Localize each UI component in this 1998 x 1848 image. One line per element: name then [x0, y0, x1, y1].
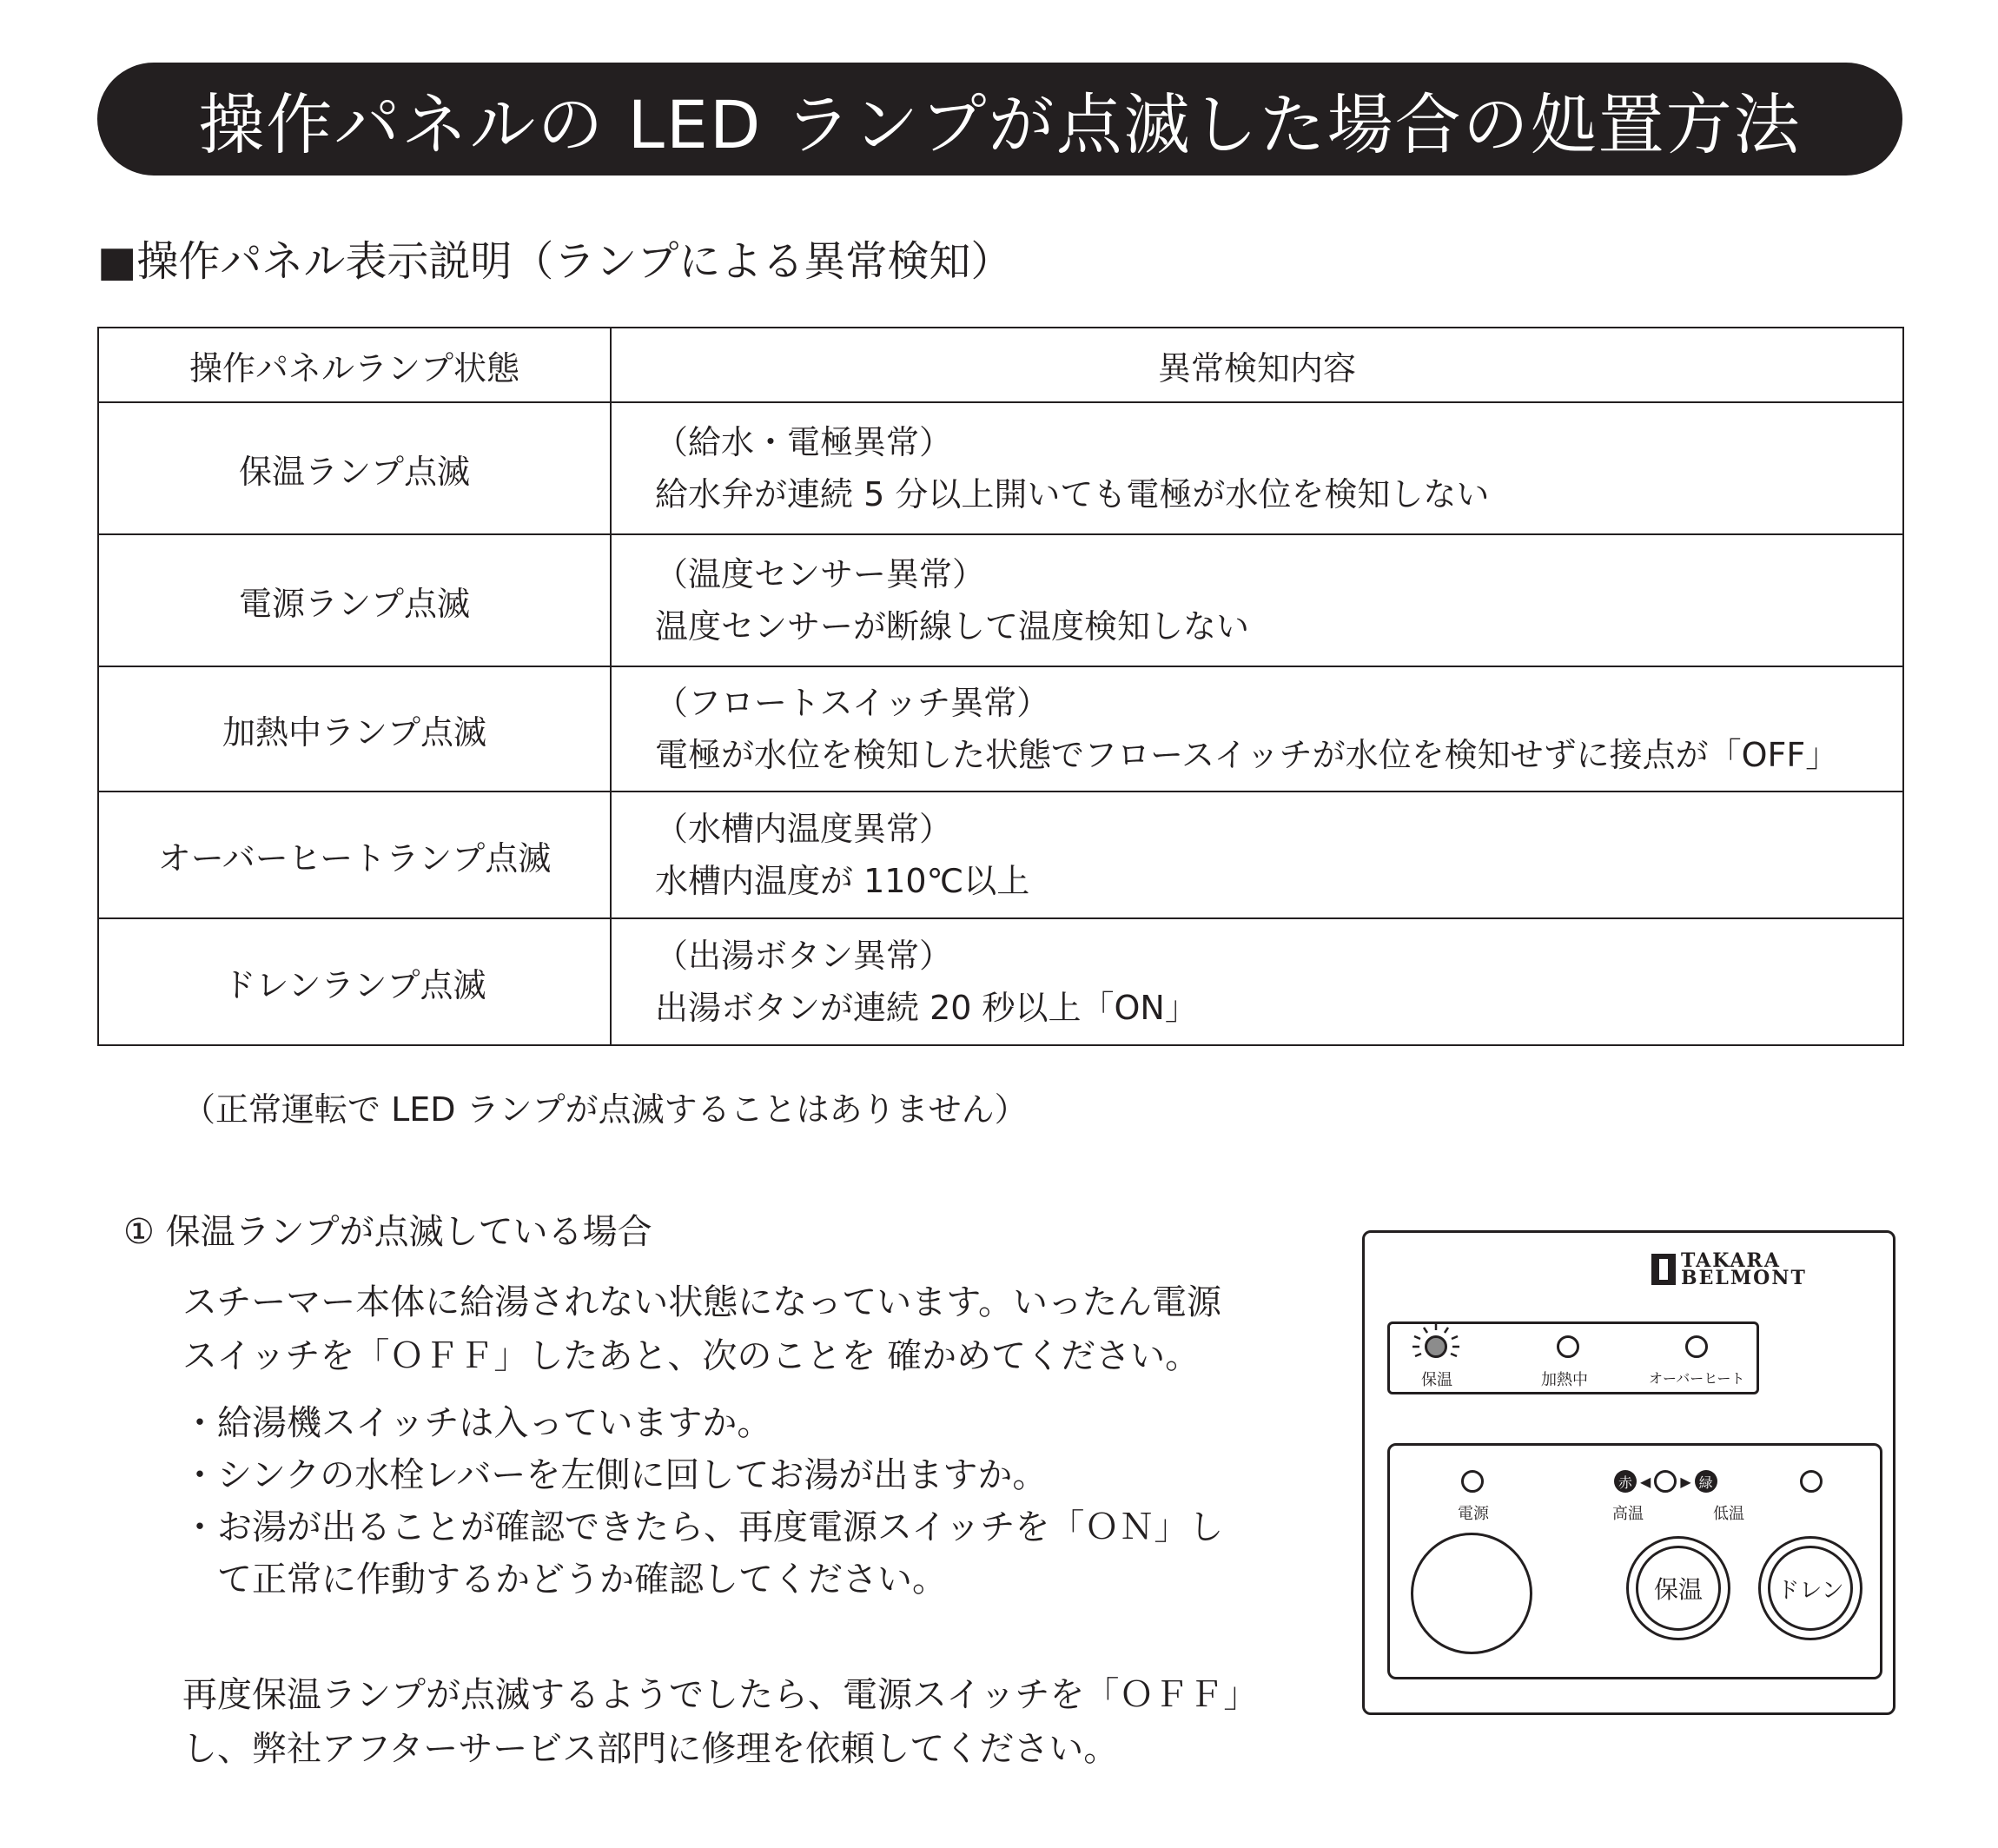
detection-detail: 温度センサーが断線して温度検知しない [655, 607, 1250, 646]
detection-category: （温度センサー異常） [655, 555, 986, 593]
detection-cell [611, 534, 1903, 666]
lamp-state-cell: 加熱中ランプ点滅 [98, 666, 611, 792]
red-badge: 赤 [1614, 1470, 1637, 1493]
lamp-state-cell: オーバーヒートランプ点滅 [98, 792, 611, 918]
keep-warm-button[interactable] [1626, 1536, 1730, 1640]
detection-cell [611, 918, 1903, 1045]
intro-line: スイッチを「ＯＦＦ」したあと、次のことを 確かめてください。 [182, 1336, 1201, 1376]
check-list [182, 1397, 1223, 1606]
overheat-lamp-label: オーバーヒート [1649, 1370, 1745, 1387]
section-heading: ■操作パネル表示説明（ランプによる異常検知） [97, 237, 1013, 286]
case1-heading: ① 保温ランプが点滅している場合 [123, 1212, 652, 1252]
normal-operation-note: （正常運転で LED ランプが点滅することはありません） [182, 1090, 1028, 1129]
heating-lamp [1557, 1335, 1579, 1358]
header-detection: 異常検知内容 [611, 328, 1903, 402]
drain-button-label: ドレン [1768, 1546, 1853, 1631]
lamp-status-table [97, 327, 1904, 1046]
check-item: ・給湯機スイッチは入っていますか。 [182, 1403, 772, 1443]
logo-line-2: BELMONT [1681, 1267, 1807, 1289]
page-title: 操作パネルの LED ランプが点滅した場合の処置方法 [97, 63, 1902, 176]
right-arrow-icon: ▶ [1680, 1473, 1691, 1490]
table-row [98, 666, 1903, 792]
check-item: ・お湯が出ることが確認できたら、再度電源スイッチを「ＯＮ」し [182, 1507, 1224, 1547]
detection-category: （水槽内温度異常） [655, 810, 953, 848]
power-button[interactable] [1411, 1533, 1532, 1654]
intro-line: スチーマー本体に給湯されない状態になっています。いったん電源 [182, 1282, 1221, 1322]
detection-detail: 水槽内温度が 110℃以上 [655, 862, 1030, 900]
check-item: て正常に作動するかどうか確認してください。 [182, 1560, 947, 1600]
control-panel-illustration [1362, 1230, 1895, 1715]
lamp-state-cell: 保温ランプ点滅 [98, 402, 611, 534]
detection-detail: 出湯ボタンが連続 20 秒以上「ON」 [655, 989, 1198, 1027]
detection-category: （出湯ボタン異常） [655, 937, 953, 975]
table-row [98, 534, 1903, 666]
detection-detail: 給水弁が連続 5 分以上開いても電極が水位を検知しない [655, 475, 1490, 513]
indicator-lamp-group [1387, 1321, 1759, 1394]
header-lamp-state: 操作パネルランプ状態 [98, 328, 611, 402]
keep-warm-lamp-label: 保温 [1421, 1371, 1452, 1389]
control-button-group [1387, 1443, 1882, 1679]
high-temp-label: 高温 [1612, 1505, 1644, 1523]
takara-belmont-logo [1651, 1249, 1807, 1289]
logo-line-1: TAKARA [1681, 1249, 1781, 1272]
detection-cell [611, 402, 1903, 534]
keep-warm-button-label: 保温 [1636, 1546, 1721, 1631]
power-label: 電源 [1458, 1505, 1489, 1523]
drain-lamp [1800, 1470, 1823, 1493]
table-row [98, 918, 1903, 1045]
case1-intro [182, 1275, 1221, 1383]
detection-cell [611, 792, 1903, 918]
temperature-selector [1614, 1470, 1717, 1493]
case1-outro [182, 1668, 1258, 1776]
overheat-lamp [1685, 1335, 1708, 1358]
heating-lamp-label: 加熱中 [1541, 1371, 1588, 1389]
logo-mark-icon [1651, 1254, 1676, 1285]
left-arrow-icon: ◀ [1640, 1473, 1651, 1490]
detection-cell [611, 666, 1903, 792]
keep-warm-lamp [1425, 1335, 1447, 1358]
detection-detail: 電極が水位を検知した状態でフロースイッチが水位を検知せずに接点が「OFF」 [655, 736, 1839, 774]
detection-category: （給水・電極異常） [655, 423, 953, 461]
drain-button[interactable] [1758, 1536, 1862, 1640]
detection-category: （フロートスイッチ異常） [655, 684, 1050, 722]
low-temp-label: 低温 [1713, 1505, 1744, 1523]
power-lamp [1461, 1470, 1484, 1493]
outro-line: し、弊社アフターサービス部門に修理を依頼してください。 [182, 1729, 1119, 1769]
green-badge: 緑 [1695, 1470, 1717, 1493]
check-item: ・シンクの水栓レバーを左側に回してお湯が出ますか。 [182, 1455, 1048, 1495]
table-row [98, 402, 1903, 534]
lamp-state-cell: 電源ランプ点滅 [98, 534, 611, 666]
lamp-state-cell: ドレンランプ点滅 [98, 918, 611, 1045]
outro-line: 再度保温ランプが点滅するようでしたら、電源スイッチを「ＯＦＦ」 [182, 1675, 1259, 1715]
table-row [98, 792, 1903, 918]
temperature-lamp [1654, 1470, 1677, 1493]
